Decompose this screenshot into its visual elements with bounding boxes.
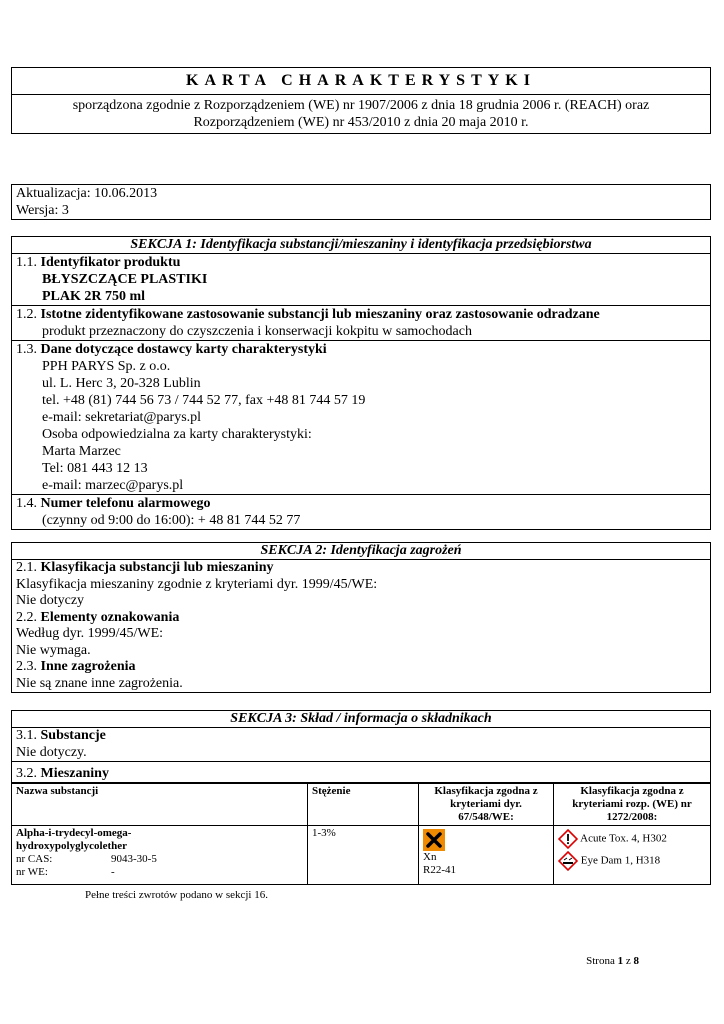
- page-label: Strona: [586, 955, 615, 967]
- subsection-3-1: [12, 728, 710, 762]
- labelling-value: Nie wymaga.: [16, 642, 91, 658]
- product-use: produkt przeznaczony do czyszczenia i konserwacji kokpitu w samochodach: [42, 324, 472, 339]
- subsection-number: 1.3.: [16, 342, 37, 357]
- we-value: -: [111, 866, 115, 878]
- harmful-x-icon: [423, 829, 445, 851]
- page-separator: z: [625, 955, 631, 967]
- column-header-name: Nazwa substancji: [12, 784, 308, 826]
- section-3: [11, 710, 711, 885]
- subsection-number: 1.4.: [16, 496, 37, 511]
- concentration-cell: 1-3%: [308, 826, 419, 884]
- responsible-person-label: Osoba odpowiedzialna za karty charakterystyki:: [42, 427, 312, 442]
- column-header-class-old: Klasyfikacja zgodna z kryteriami dyr. 67/548/WE:: [419, 784, 554, 826]
- column-header-class-new: Klasyfikacja zgodna z kryteriami rozp. (WE) nr 1272/2008:: [554, 784, 711, 826]
- ghs-class-2: Eye Dam 1, H318: [580, 854, 661, 867]
- responsible-person-email: e-mail: marzec@parys.pl: [42, 478, 184, 493]
- subsection-title: Inne zagrożenia: [40, 659, 136, 674]
- document-subtitle: [12, 95, 710, 133]
- subtitle-line-2: Rozporządzeniem (WE) nr 453/2010 z dnia 20 maja 2010 r.: [193, 115, 529, 130]
- subsection-1-2: [12, 306, 710, 341]
- subsection-number: 2.3.: [16, 659, 37, 674]
- section-1: [11, 236, 711, 530]
- subsection-1-3: [12, 341, 710, 495]
- section-3-heading: SEKCJA 3: Skład / informacja o składnikach: [12, 711, 710, 728]
- note-full-phrases: Pełne treści zwrotów podano w sekcji 16.: [85, 889, 268, 901]
- exclamation-mark-icon: [558, 829, 578, 849]
- supplier-phone: tel. +48 (81) 744 56 73 / 744 52 77, fax +48 81 744 57 19: [42, 393, 366, 408]
- risk-phrase: R22-41: [423, 864, 456, 876]
- subsection-number: 3.1.: [16, 728, 37, 743]
- subsection-3-2: [12, 762, 710, 783]
- product-name: BŁYSZCZĄCE PLASTIKI: [42, 272, 208, 287]
- classification-value: Nie dotyczy: [16, 593, 85, 608]
- subsection-number: 3.2.: [16, 766, 37, 781]
- emergency-phone: (czynny od 9:00 do 16:00): + 48 81 744 52 77: [42, 513, 301, 528]
- supplier-address: ul. L. Herc 3, 20-328 Lublin: [42, 376, 201, 391]
- cas-value: 9043-30-5: [111, 853, 157, 865]
- corrosion-icon: [558, 851, 578, 871]
- we-label: nr WE:: [16, 866, 48, 878]
- subsection-title: Elementy oznakowania: [40, 609, 180, 625]
- page-number: 1: [617, 955, 624, 967]
- subsection-number: 1.1.: [16, 255, 37, 270]
- column-header-concentration: Stężenie: [308, 784, 419, 826]
- cas-label: nr CAS:: [16, 853, 53, 865]
- document-meta: [11, 184, 711, 220]
- classification-text: Klasyfikacja mieszaniny zgodnie z kryteriami dyr. 1999/45/WE:: [16, 576, 378, 592]
- subsection-title: Substancje: [40, 728, 106, 743]
- subsection-number: 1.2.: [16, 307, 37, 322]
- substance-name-line-1: Alpha-i-trydecyl-omega-: [16, 827, 132, 839]
- subsection-1-4: [12, 495, 710, 529]
- responsible-person-name: Marta Marzec: [42, 444, 121, 459]
- page-total: 8: [633, 955, 639, 967]
- substances-value: Nie dotyczy.: [16, 744, 87, 760]
- section-1-heading: SEKCJA 1: Identyfikacja substancji/mieszaniny i identyfikacja przedsiębiorstwa: [12, 237, 710, 254]
- document-title: KARTA CHARAKTERYSTYKI: [12, 68, 710, 95]
- class-new-cell: [554, 826, 711, 884]
- mixture-table: [12, 783, 710, 884]
- hazard-symbol-text: Xn: [423, 851, 437, 863]
- table-header-row: [12, 784, 710, 826]
- section-2: [11, 542, 711, 693]
- subsection-title: Istotne zidentyfikowane zastosowanie substancji lub mieszaniny oraz zastosowanie odradzane: [40, 307, 600, 322]
- document-header: [11, 67, 711, 134]
- table-row: [12, 826, 710, 884]
- page-footer: [586, 955, 639, 967]
- subsection-title: Klasyfikacja substancji lub mieszaniny: [40, 560, 274, 575]
- subsection-title: Identyfikator produktu: [40, 255, 181, 270]
- update-date: Aktualizacja: 10.06.2013: [16, 186, 158, 201]
- other-hazards-text: Nie są znane inne zagrożenia.: [16, 675, 183, 691]
- ghs-class-1: Acute Tox. 4, H302: [580, 832, 667, 845]
- subsection-title: Numer telefonu alarmowego: [40, 496, 211, 511]
- subsection-title: Dane dotyczące dostawcy karty charakterystyki: [40, 342, 327, 357]
- subsection-number: 2.1.: [16, 560, 37, 575]
- supplier-email: e-mail: sekretariat@parys.pl: [42, 410, 202, 425]
- section-2-body: [12, 560, 710, 692]
- responsible-person-phone: Tel: 081 443 12 13: [42, 461, 148, 476]
- labelling-text: Według dyr. 1999/45/WE:: [16, 626, 164, 641]
- subsection-title: Mieszaniny: [40, 766, 109, 781]
- product-variant: PLAK 2R 750 ml: [42, 289, 146, 304]
- class-old-cell: [419, 826, 554, 884]
- version: Wersja: 3: [16, 203, 69, 218]
- subtitle-line-1: sporządzona zgodnie z Rozporządzeniem (WE) nr 1907/2006 z dnia 18 grudnia 2006 r. (REACH) oraz: [72, 98, 650, 113]
- substance-name-cell: [12, 826, 308, 884]
- supplier-name: PPH PARYS Sp. z o.o.: [42, 359, 171, 374]
- section-2-heading: SEKCJA 2: Identyfikacja zagrożeń: [12, 543, 710, 560]
- substance-name-line-2: hydroxypolyglycolether: [16, 840, 128, 852]
- subsection-number: 2.2.: [16, 609, 37, 625]
- subsection-1-1: [12, 254, 710, 306]
